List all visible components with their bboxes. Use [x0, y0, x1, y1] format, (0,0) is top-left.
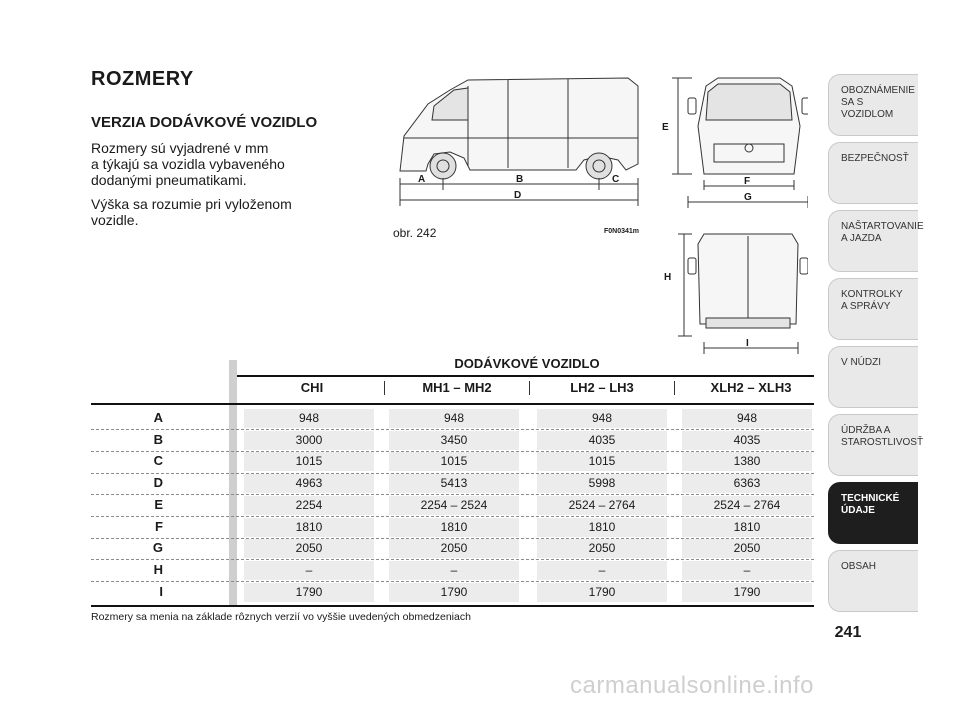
column-header: CHI [300, 380, 324, 395]
column-separator [674, 381, 675, 395]
sidebar-tab-bezpecnost[interactable] [828, 142, 918, 204]
table-cell: – [743, 562, 751, 577]
figure-caption: obr. 242 [393, 226, 437, 240]
table-cell: 1015 [440, 454, 468, 469]
table-cell: 2050 [733, 541, 761, 556]
table-cell: 1810 [440, 519, 468, 534]
page-number: 241 [834, 624, 862, 641]
sidebar-tab-kontrolky[interactable] [828, 278, 918, 340]
page-title: ROZMERY [91, 68, 194, 90]
sidebar-tab-udrzba[interactable] [828, 414, 924, 476]
table-cell: 2050 [440, 541, 468, 556]
table-cell: 4035 [733, 432, 761, 447]
table-cell: – [598, 562, 606, 577]
column-header: MH1 – MH2 [422, 380, 492, 395]
row-label: D [153, 475, 163, 491]
table-cell: 3450 [440, 432, 468, 447]
tab-label: OBSAH [841, 561, 877, 572]
table-footnote: Rozmery sa menia na základe rôznych verzií vo vyššie uvedených obmedzeniach [91, 611, 471, 623]
table-cell: 2524 – 2764 [568, 497, 636, 512]
table-rule [91, 605, 814, 607]
table-cell: 1790 [588, 584, 616, 599]
tab-label: OBOZNÁMENIE [841, 85, 915, 96]
tab-label: ÚDRŽBA A [841, 425, 891, 436]
row-label: C [153, 453, 163, 469]
table-rule [237, 375, 814, 377]
table-cell: 948 [736, 411, 758, 425]
table-shade-bar [229, 360, 237, 606]
row-label: E [154, 496, 163, 512]
table-cell: 1790 [295, 584, 323, 599]
tab-label: V NÚDZI [841, 357, 881, 368]
table-cell: 2524 – 2764 [713, 497, 781, 512]
row-label: G [152, 540, 163, 556]
table-cell: 3000 [295, 432, 323, 447]
table-cell: 5998 [588, 476, 616, 491]
tab-label: A SPRÁVY [841, 301, 891, 312]
column-separator [384, 381, 385, 395]
dim-label-c: C [612, 174, 620, 185]
dim-label-h: H [664, 272, 672, 283]
table-cell: – [305, 562, 313, 577]
tab-label: A JAZDA [841, 233, 882, 244]
sidebar-tab-nastartovanie[interactable] [828, 210, 924, 272]
table-cell: 5413 [440, 476, 468, 491]
intro-line: a týkajú sa vozidla vybaveného [91, 156, 285, 172]
table-cell: 1015 [588, 454, 616, 469]
dim-label-f: F [744, 176, 751, 187]
table-cell: 4035 [588, 432, 616, 447]
dim-label-i: I [746, 338, 749, 349]
sidebar-tab-obsah[interactable] [828, 550, 918, 612]
watermark: carmanualsonline.info [570, 672, 814, 699]
table-cell: 1380 [733, 454, 761, 469]
dim-label-d: D [514, 190, 522, 201]
table-cell: 1810 [588, 519, 616, 534]
table-rule [91, 403, 814, 405]
table-cell: 948 [591, 411, 613, 425]
table-cell: 1790 [733, 584, 761, 599]
dim-label-g: G [744, 192, 752, 203]
intro-paragraph [91, 140, 331, 188]
table-cell: 1810 [733, 519, 761, 534]
dim-label-a: A [418, 174, 426, 185]
table-title: DODÁVKOVÉ VOZIDLO [454, 356, 600, 371]
wheel-front [430, 153, 456, 179]
row-label: A [153, 410, 163, 425]
tab-label: KONTROLKY [841, 289, 903, 300]
column-separator [529, 381, 530, 395]
tab-label: STAROSTLIVOSŤ [841, 437, 924, 448]
table-cell: 1810 [295, 519, 323, 534]
table-cell: 2050 [295, 541, 323, 556]
table-cell: 2254 – 2524 [420, 497, 488, 512]
sidebar-tab-obooznamenie[interactable] [828, 74, 918, 136]
table-cell: – [450, 562, 458, 577]
figure-code: F0N0341m [604, 228, 640, 235]
dim-label-e: E [662, 122, 669, 133]
section-title: VERZIA DODÁVKOVÉ VOZIDLO [91, 114, 318, 131]
intro-line: vozidle. [91, 212, 139, 228]
van-dimension-figure [388, 66, 808, 356]
sidebar-tab-v-nudzi[interactable] [828, 346, 918, 408]
height-note-paragraph [91, 196, 331, 228]
tab-label: NAŠTARTOVANIE [841, 221, 924, 232]
sidebar-tab-technicke-udaje[interactable] [828, 482, 918, 544]
table-cell: 1015 [295, 454, 323, 469]
row-label: I [159, 583, 163, 599]
row-label: F [155, 518, 163, 534]
tab-label: TECHNICKÉ [841, 493, 900, 504]
dim-label-b: B [516, 174, 524, 185]
column-header: LH2 – LH3 [570, 380, 634, 395]
table-cell: 4963 [295, 476, 323, 491]
tab-label: ÚDAJE [841, 505, 875, 516]
row-label: H [153, 561, 163, 577]
intro-line: Rozmery sú vyjadrené v mm [91, 140, 269, 156]
tab-label: BEZPEČNOSŤ [841, 153, 909, 164]
table-cell: 948 [298, 411, 320, 425]
wheel-rear [586, 153, 612, 179]
intro-line: dodanými pneumatikami. [91, 172, 247, 188]
intro-line: Výška sa rozumie pri vyloženom [91, 196, 292, 212]
table-cell: 948 [443, 411, 465, 425]
tab-label: SA S VOZIDLOM [841, 97, 894, 120]
column-header: XLH2 – XLH3 [710, 380, 792, 395]
table-cell: 2254 [295, 497, 323, 512]
table-cell: 1790 [440, 584, 468, 599]
table-cell: 6363 [733, 476, 761, 491]
row-label: B [153, 431, 163, 447]
table-cell: 2050 [588, 541, 616, 556]
